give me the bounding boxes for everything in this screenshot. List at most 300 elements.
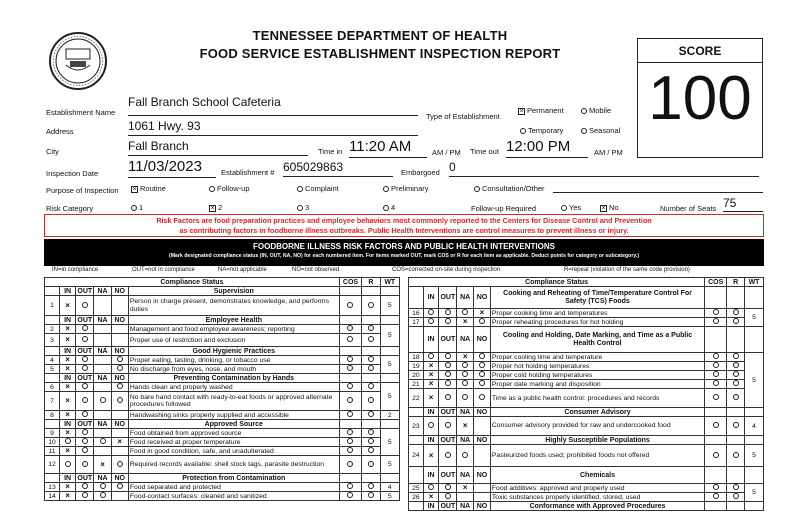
time-in-label: Time in bbox=[318, 147, 343, 156]
interventions-banner bbox=[44, 239, 764, 266]
table-cell bbox=[76, 365, 94, 374]
legend-in: IN=in compliance bbox=[52, 267, 99, 273]
purpose-preliminary-option[interactable]: Preliminary bbox=[383, 184, 429, 193]
empty-circle-icon[interactable] bbox=[428, 353, 434, 359]
empty-circle-icon[interactable] bbox=[347, 325, 353, 331]
table-cell: IN bbox=[423, 327, 439, 353]
x-mark-icon[interactable]: × bbox=[65, 355, 70, 364]
empty-circle-icon[interactable] bbox=[100, 397, 106, 403]
radio-icon bbox=[581, 128, 587, 134]
table-cell bbox=[339, 420, 362, 429]
table-cell: NA bbox=[94, 374, 111, 383]
establishment-name-field[interactable]: Fall Branch School Cafeteria bbox=[128, 95, 418, 116]
table-cell: Management and food employee awareness; reporting bbox=[128, 325, 339, 334]
score-box bbox=[637, 38, 763, 158]
table-cell: 5 bbox=[745, 445, 764, 467]
empty-circle-icon[interactable] bbox=[462, 452, 468, 458]
table-cell: NA bbox=[457, 408, 474, 417]
table-cell bbox=[94, 356, 111, 365]
risk-3-option[interactable]: 3 bbox=[297, 203, 309, 212]
time-in-field[interactable]: 11:20 AM bbox=[349, 138, 427, 158]
table-cell: 7 bbox=[45, 392, 60, 411]
risk-2-option[interactable]: × 2 bbox=[210, 203, 223, 212]
purpose-routine-option[interactable]: × Routine bbox=[132, 184, 166, 193]
empty-circle-icon[interactable] bbox=[117, 365, 123, 371]
number-of-seats-label: Number of Seats bbox=[660, 204, 717, 213]
empty-circle-icon[interactable] bbox=[347, 438, 353, 444]
empty-circle-icon[interactable] bbox=[368, 365, 374, 371]
empty-circle-icon[interactable] bbox=[368, 302, 374, 308]
table-cell: Proper eating, tasting, drinking, or tobacco use bbox=[128, 356, 339, 365]
table-cell: OUT bbox=[440, 408, 456, 416]
empty-circle-icon[interactable] bbox=[368, 383, 374, 389]
empty-circle-icon[interactable] bbox=[733, 493, 739, 499]
section-row bbox=[409, 502, 764, 511]
empty-circle-icon[interactable] bbox=[462, 394, 468, 400]
empty-circle-icon[interactable] bbox=[65, 438, 71, 444]
empty-circle-icon[interactable] bbox=[445, 309, 451, 315]
table-row bbox=[409, 389, 764, 408]
x-mark-icon[interactable]: × bbox=[428, 492, 434, 501]
type-permanent-option[interactable]: × Permanent bbox=[519, 106, 564, 115]
table-cell: IN bbox=[60, 420, 76, 429]
empty-circle-icon[interactable] bbox=[368, 336, 374, 342]
table-cell: Proper date marking and disposition bbox=[490, 380, 704, 389]
x-mark-icon[interactable]: × bbox=[65, 300, 70, 310]
x-mark-icon[interactable]: × bbox=[428, 393, 434, 402]
table-cell bbox=[339, 365, 362, 374]
table-cell bbox=[362, 474, 380, 483]
table-cell bbox=[339, 474, 362, 483]
table-cell: NO bbox=[111, 474, 128, 483]
type-mobile-option[interactable]: Mobile bbox=[581, 106, 611, 115]
table-cell: 13 bbox=[45, 483, 60, 492]
empty-circle-icon[interactable] bbox=[733, 371, 739, 377]
empty-circle-icon[interactable] bbox=[82, 302, 88, 308]
empty-circle-icon[interactable] bbox=[445, 318, 451, 324]
table-cell: 5 bbox=[380, 383, 399, 411]
purpose-followup-option[interactable]: Follow-up bbox=[209, 184, 250, 193]
table-cell: 21 bbox=[409, 380, 424, 389]
table-cell: IN bbox=[60, 474, 76, 483]
empty-circle-icon[interactable] bbox=[445, 452, 451, 458]
table-cell bbox=[111, 296, 128, 316]
section-row bbox=[409, 436, 764, 445]
table-cell bbox=[727, 327, 745, 353]
empty-circle-icon[interactable] bbox=[347, 411, 353, 417]
empty-circle-icon[interactable] bbox=[82, 411, 88, 417]
table-cell: Proper reheating procedures for hot holding bbox=[490, 318, 704, 327]
table-cell bbox=[362, 456, 380, 474]
empty-circle-icon[interactable] bbox=[368, 483, 374, 489]
radio-icon bbox=[297, 186, 303, 192]
x-mark-icon[interactable]: × bbox=[65, 396, 70, 405]
table-cell bbox=[111, 456, 128, 474]
x-mark-icon[interactable]: × bbox=[65, 324, 70, 333]
empty-circle-icon[interactable] bbox=[117, 356, 123, 362]
table-cell bbox=[45, 316, 60, 325]
table-cell bbox=[339, 447, 362, 456]
empty-circle-icon[interactable] bbox=[347, 365, 353, 371]
table-cell: 1 bbox=[45, 296, 60, 316]
empty-circle-icon[interactable] bbox=[733, 452, 739, 458]
table-row bbox=[45, 483, 400, 492]
table-cell: NO bbox=[474, 408, 491, 417]
table-cell: Food received at proper temperature bbox=[128, 438, 339, 447]
x-mark-icon[interactable]: × bbox=[65, 491, 70, 500]
empty-circle-icon[interactable] bbox=[347, 429, 353, 435]
empty-circle-icon[interactable] bbox=[445, 422, 451, 428]
x-mark-icon[interactable]: × bbox=[428, 361, 434, 370]
embargoed-field[interactable]: 0 bbox=[449, 160, 759, 177]
empty-circle-icon[interactable] bbox=[368, 447, 374, 453]
empty-circle-icon[interactable] bbox=[733, 380, 739, 386]
table-cell: 5 bbox=[380, 325, 399, 347]
time-out-field[interactable]: 12:00 PM bbox=[506, 138, 588, 158]
empty-circle-icon[interactable] bbox=[445, 362, 451, 368]
x-mark-icon[interactable]: × bbox=[65, 382, 70, 391]
table-cell: 24 bbox=[409, 445, 424, 467]
empty-circle-icon[interactable] bbox=[100, 438, 106, 444]
empty-circle-icon[interactable] bbox=[713, 484, 719, 490]
empty-circle-icon[interactable] bbox=[82, 336, 88, 342]
empty-circle-icon[interactable] bbox=[347, 336, 353, 342]
table-cell bbox=[339, 325, 362, 334]
empty-circle-icon[interactable] bbox=[117, 461, 123, 467]
table-cell bbox=[60, 334, 76, 347]
table-cell bbox=[94, 411, 111, 420]
table-cell bbox=[423, 362, 439, 371]
table-cell: NA bbox=[457, 327, 474, 353]
table-cell bbox=[60, 411, 76, 420]
risk-note-line1: Risk Factors are food preparation practices and employee behaviors most commonly reported to the Centers for Disease Control and Prevention bbox=[156, 216, 652, 225]
empty-circle-icon[interactable] bbox=[713, 362, 719, 368]
table-cell bbox=[474, 493, 491, 502]
table-cell bbox=[60, 365, 76, 374]
table-row bbox=[409, 362, 764, 371]
table-cell: 3 bbox=[45, 334, 60, 347]
table-cell bbox=[362, 356, 380, 365]
empty-circle-icon[interactable] bbox=[445, 394, 451, 400]
table-cell bbox=[60, 456, 76, 474]
empty-circle-icon[interactable] bbox=[82, 492, 88, 498]
table-cell bbox=[76, 492, 94, 501]
table-cell: No discharge from eyes, nose, and mouth bbox=[128, 365, 339, 374]
empty-circle-icon[interactable] bbox=[82, 365, 88, 371]
table-cell bbox=[705, 318, 727, 327]
table-cell bbox=[727, 318, 745, 327]
table-cell: 4 bbox=[45, 356, 60, 365]
table-cell bbox=[362, 365, 380, 374]
empty-circle-icon[interactable] bbox=[82, 397, 88, 403]
empty-circle-icon[interactable] bbox=[462, 309, 468, 315]
table-cell: NA bbox=[457, 287, 474, 309]
empty-circle-icon[interactable] bbox=[479, 362, 485, 368]
empty-circle-icon[interactable] bbox=[713, 309, 719, 315]
table-cell bbox=[111, 325, 128, 334]
empty-circle-icon[interactable] bbox=[733, 318, 739, 324]
table-cell: NO bbox=[474, 467, 491, 484]
empty-circle-icon[interactable] bbox=[462, 371, 468, 377]
risk-note-line2: as contributing factors in foodborne illness outbreaks. Public Health Interventions are control measures to prevent illness or injury. bbox=[179, 226, 629, 235]
table-cell bbox=[339, 374, 362, 383]
empty-circle-icon[interactable] bbox=[347, 461, 353, 467]
empty-circle-icon[interactable] bbox=[347, 397, 353, 403]
table-cell bbox=[94, 325, 111, 334]
type-temporary-option[interactable]: Temporary bbox=[520, 126, 563, 135]
empty-circle-icon[interactable] bbox=[368, 492, 374, 498]
empty-circle-icon[interactable] bbox=[82, 483, 88, 489]
empty-circle-icon[interactable] bbox=[479, 394, 485, 400]
table-cell bbox=[339, 492, 362, 501]
empty-circle-icon[interactable] bbox=[82, 356, 88, 362]
empty-circle-icon[interactable] bbox=[733, 484, 739, 490]
x-mark-icon[interactable]: × bbox=[462, 352, 468, 361]
table-row bbox=[409, 417, 764, 436]
x-mark-icon[interactable]: × bbox=[65, 482, 70, 491]
x-mark-icon[interactable]: × bbox=[65, 446, 70, 455]
empty-circle-icon[interactable] bbox=[713, 371, 719, 377]
empty-circle-icon[interactable] bbox=[733, 362, 739, 368]
table-cell bbox=[457, 318, 474, 327]
right-head-row bbox=[409, 278, 764, 287]
table-cell bbox=[60, 447, 76, 456]
table-cell bbox=[457, 417, 474, 436]
empty-circle-icon[interactable] bbox=[445, 380, 451, 386]
section-approved-source: Approved Source bbox=[128, 420, 339, 429]
purpose-consultation-option[interactable]: Consultation/Other bbox=[474, 184, 545, 193]
table-cell bbox=[727, 502, 745, 511]
empty-circle-icon[interactable] bbox=[82, 461, 88, 467]
table-cell: OUT bbox=[439, 327, 457, 353]
followup-yes-option[interactable]: Yes bbox=[561, 203, 581, 212]
empty-circle-icon[interactable] bbox=[733, 422, 739, 428]
report-title-line2: FOOD SERVICE ESTABLISHMENT INSPECTION REPORT bbox=[199, 46, 561, 61]
table-cell: 22 bbox=[409, 389, 424, 408]
empty-circle-icon[interactable] bbox=[368, 438, 374, 444]
time-out-ampm: AM / PM bbox=[594, 148, 623, 157]
empty-circle-icon[interactable] bbox=[347, 447, 353, 453]
empty-circle-icon[interactable] bbox=[368, 325, 374, 331]
empty-circle-icon[interactable] bbox=[368, 429, 374, 435]
empty-circle-icon[interactable] bbox=[82, 429, 88, 435]
table-cell bbox=[705, 371, 727, 380]
section-susceptible-populations: Highly Susceptible Populations bbox=[490, 436, 704, 445]
establishment-number-field[interactable]: 605029863 bbox=[283, 160, 393, 177]
empty-circle-icon[interactable] bbox=[82, 383, 88, 389]
left-compliance-table bbox=[44, 277, 400, 501]
wt-header: WT bbox=[380, 278, 399, 287]
table-cell: No bare hand contact with ready-to-eat foods or approved alternate procedures followed bbox=[128, 392, 339, 411]
type-of-establishment-label: Type of Establishment bbox=[426, 112, 500, 121]
table-cell: NA bbox=[94, 316, 111, 325]
empty-circle-icon[interactable] bbox=[479, 318, 485, 324]
table-row bbox=[409, 353, 764, 362]
risk-4-option[interactable]: 4 bbox=[383, 203, 395, 212]
table-cell: Hands clean and properly washed bbox=[128, 383, 339, 392]
table-cell: NO bbox=[111, 316, 128, 325]
table-cell bbox=[362, 374, 380, 383]
x-mark-icon[interactable]: × bbox=[428, 370, 434, 379]
empty-circle-icon[interactable] bbox=[733, 394, 739, 400]
table-cell bbox=[362, 392, 380, 411]
empty-circle-icon[interactable] bbox=[347, 492, 353, 498]
purpose-complaint-option[interactable]: Complaint bbox=[297, 184, 339, 193]
inspection-date-field[interactable]: 11/03/2023 bbox=[128, 158, 216, 178]
table-cell: OUT bbox=[440, 436, 456, 444]
empty-circle-icon[interactable] bbox=[347, 302, 353, 308]
table-cell: 23 bbox=[409, 417, 424, 436]
table-cell: Food additives: approved and properly used bbox=[490, 484, 704, 493]
checked-box-icon: × bbox=[132, 185, 137, 193]
empty-circle-icon[interactable] bbox=[368, 461, 374, 467]
empty-circle-icon[interactable] bbox=[713, 394, 719, 400]
empty-circle-icon[interactable] bbox=[100, 492, 106, 498]
empty-circle-icon[interactable] bbox=[368, 356, 374, 362]
table-cell bbox=[94, 447, 111, 456]
table-cell bbox=[111, 411, 128, 420]
table-cell bbox=[339, 383, 362, 392]
empty-circle-icon[interactable] bbox=[479, 353, 485, 359]
empty-circle-icon[interactable] bbox=[445, 371, 451, 377]
table-cell bbox=[727, 417, 745, 436]
table-row bbox=[45, 438, 400, 447]
table-cell bbox=[339, 411, 362, 420]
table-cell: 10 bbox=[45, 438, 60, 447]
number-of-seats-field[interactable]: 75 bbox=[723, 197, 763, 212]
empty-circle-icon[interactable] bbox=[347, 483, 353, 489]
section-row bbox=[409, 467, 764, 484]
x-mark-icon[interactable]: × bbox=[65, 364, 70, 373]
empty-circle-icon[interactable] bbox=[713, 380, 719, 386]
table-cell bbox=[457, 389, 474, 408]
table-cell bbox=[60, 383, 76, 392]
table-cell bbox=[409, 467, 424, 484]
table-cell: NA bbox=[94, 287, 111, 296]
empty-circle-icon[interactable] bbox=[117, 397, 123, 403]
empty-circle-icon[interactable] bbox=[713, 422, 719, 428]
table-cell bbox=[474, 445, 491, 467]
table-cell bbox=[339, 483, 362, 492]
empty-circle-icon[interactable] bbox=[445, 484, 451, 490]
x-mark-icon[interactable]: × bbox=[479, 308, 485, 317]
table-cell bbox=[423, 309, 439, 318]
x-mark-icon[interactable]: × bbox=[65, 335, 70, 344]
table-cell: Proper cold holding temperatures bbox=[490, 371, 704, 380]
risk-1-option[interactable]: 1 bbox=[131, 203, 143, 212]
table-cell bbox=[423, 371, 439, 380]
empty-circle-icon[interactable] bbox=[82, 325, 88, 331]
table-cell bbox=[339, 334, 362, 347]
empty-circle-icon[interactable] bbox=[100, 483, 106, 489]
empty-circle-icon[interactable] bbox=[479, 371, 485, 377]
compliance-status-header: Compliance Status bbox=[45, 278, 340, 287]
city-label: City bbox=[46, 147, 59, 156]
table-cell bbox=[94, 383, 111, 392]
empty-circle-icon[interactable] bbox=[462, 380, 468, 386]
table-cell: IN bbox=[423, 467, 439, 484]
empty-circle-icon[interactable] bbox=[713, 452, 719, 458]
table-cell bbox=[76, 383, 94, 392]
table-cell: OUT bbox=[77, 347, 93, 355]
section-hygienic-practices: Good Hygienic Practices bbox=[128, 347, 339, 356]
empty-circle-icon[interactable] bbox=[117, 383, 123, 389]
table-cell bbox=[76, 456, 94, 474]
empty-circle-icon[interactable] bbox=[347, 383, 353, 389]
empty-circle-icon[interactable] bbox=[428, 309, 434, 315]
empty-circle-icon[interactable] bbox=[445, 353, 451, 359]
table-row bbox=[409, 445, 764, 467]
table-cell bbox=[457, 380, 474, 389]
x-mark-icon[interactable]: × bbox=[428, 379, 434, 388]
city-field[interactable]: Fall Branch bbox=[128, 138, 308, 156]
x-mark-icon[interactable]: × bbox=[117, 437, 123, 446]
empty-circle-icon[interactable] bbox=[479, 380, 485, 386]
table-cell: IN bbox=[423, 287, 439, 309]
empty-circle-icon[interactable] bbox=[428, 484, 434, 490]
empty-circle-icon[interactable] bbox=[713, 353, 719, 359]
empty-circle-icon[interactable] bbox=[713, 493, 719, 499]
checked-box-icon: × bbox=[601, 204, 606, 212]
x-mark-icon[interactable]: × bbox=[428, 450, 434, 460]
empty-circle-icon[interactable] bbox=[368, 397, 374, 403]
table-cell bbox=[76, 438, 94, 447]
table-cell bbox=[111, 392, 128, 411]
checked-box-icon: × bbox=[210, 204, 215, 212]
table-cell: NA bbox=[457, 502, 474, 511]
empty-circle-icon[interactable] bbox=[428, 422, 434, 428]
table-cell: IN bbox=[423, 436, 439, 445]
empty-circle-icon[interactable] bbox=[65, 461, 71, 467]
empty-circle-icon[interactable] bbox=[462, 362, 468, 368]
radio-icon bbox=[383, 186, 389, 192]
x-mark-icon[interactable]: × bbox=[65, 410, 70, 419]
table-cell bbox=[745, 436, 764, 445]
table-cell: 4 bbox=[745, 417, 764, 436]
table-cell: Consumer advisory provided for raw and undercooked food bbox=[490, 417, 704, 436]
section-row bbox=[45, 374, 400, 383]
table-row bbox=[45, 365, 400, 374]
empty-circle-icon[interactable] bbox=[117, 483, 123, 489]
empty-circle-icon[interactable] bbox=[428, 318, 434, 324]
empty-circle-icon[interactable] bbox=[347, 356, 353, 362]
empty-circle-icon[interactable] bbox=[733, 309, 739, 315]
table-cell: 12 bbox=[45, 456, 60, 474]
x-mark-icon[interactable]: × bbox=[462, 317, 468, 326]
address-field[interactable]: 1061 Hwy. 93 bbox=[128, 118, 418, 136]
x-mark-icon[interactable]: × bbox=[462, 483, 468, 492]
checked-box-icon: × bbox=[519, 107, 524, 115]
type-seasonal-option[interactable]: Seasonal bbox=[581, 126, 620, 135]
empty-circle-icon[interactable] bbox=[713, 318, 719, 324]
table-cell bbox=[362, 438, 380, 447]
table-cell bbox=[457, 484, 474, 493]
x-mark-icon[interactable]: × bbox=[462, 421, 468, 430]
establishment-number-label: Establishment # bbox=[221, 168, 275, 177]
x-mark-icon[interactable]: × bbox=[65, 428, 70, 437]
empty-circle-icon[interactable] bbox=[733, 353, 739, 359]
radio-icon bbox=[209, 186, 215, 192]
empty-circle-icon[interactable] bbox=[82, 438, 88, 444]
radio-icon bbox=[297, 205, 303, 211]
table-cell bbox=[45, 287, 60, 296]
table-cell bbox=[111, 438, 128, 447]
empty-circle-icon[interactable] bbox=[368, 411, 374, 417]
x-mark-icon[interactable]: × bbox=[100, 459, 105, 469]
empty-circle-icon[interactable] bbox=[82, 447, 88, 453]
followup-no-option[interactable]: × No bbox=[601, 203, 619, 212]
empty-circle-icon[interactable] bbox=[445, 493, 451, 499]
